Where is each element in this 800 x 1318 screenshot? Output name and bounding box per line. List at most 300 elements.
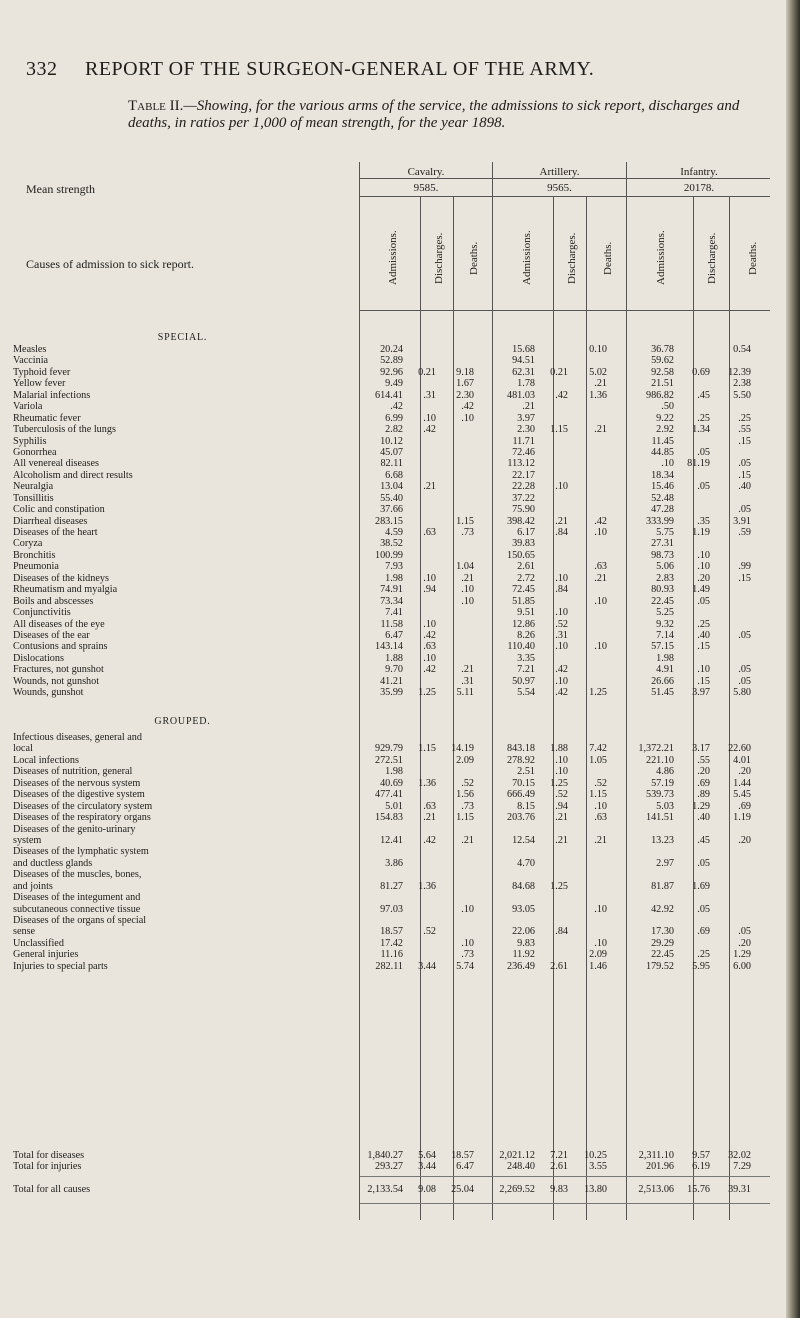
table-cell: 203.76 [506, 812, 535, 824]
table-cell: 22.28 [512, 481, 535, 493]
table-cell: 1.36 [589, 389, 607, 401]
table-row [0, 664, 800, 675]
table-cell: 5.06 [656, 561, 674, 573]
row-label: Coryza [13, 538, 43, 550]
table-cell: 614.41 [374, 389, 403, 401]
table-cell [439, 892, 477, 903]
table-cell [439, 926, 477, 937]
table-cell: 1.15 [456, 515, 474, 527]
table-cell [538, 447, 571, 458]
table-cell: 2.09 [589, 949, 607, 961]
table-cell: 843.18 [506, 743, 535, 755]
row-label: Tonsillitis [13, 492, 54, 504]
table-cell [538, 436, 571, 447]
table-row [0, 550, 800, 561]
table-cell: 1,840.27 [367, 1150, 403, 1161]
table-cell: 6.47 [456, 1161, 474, 1173]
table-cell: .42 [461, 401, 474, 413]
table-cell: 74.91 [380, 584, 403, 596]
table-cell [477, 824, 538, 835]
table-cell: 236.49 [506, 960, 535, 972]
table-cell: .55 [738, 424, 751, 436]
table-cell [677, 355, 713, 366]
table-row [0, 789, 800, 800]
table-cell [538, 470, 571, 481]
table-cell: 37.22 [512, 492, 535, 504]
row-label: Diseases of the nervous system [13, 777, 141, 789]
strength-infantry: 20178. [683, 182, 715, 194]
table-cell [439, 447, 477, 458]
table-cell: .10 [594, 595, 607, 607]
special-section-title: SPECIAL. [157, 332, 208, 343]
table-cell: .10 [555, 481, 568, 493]
table-cell: 80.93 [651, 584, 674, 596]
table-cell: 5.02 [589, 366, 607, 378]
table-cell [406, 789, 439, 800]
table-cell: 1.69 [692, 880, 710, 892]
table-cell [477, 732, 538, 743]
table-cell: .40 [697, 629, 710, 641]
table-cell [677, 436, 713, 447]
row-label: Boils and abscesses [13, 595, 94, 607]
table-cell: 92.58 [651, 366, 674, 378]
table-cell [538, 378, 571, 389]
table-cell: .10 [461, 937, 474, 949]
table-row [0, 344, 800, 355]
table-cell: 7.21 [517, 664, 535, 676]
rule [360, 1203, 770, 1204]
table-cell: .05 [738, 675, 751, 687]
table-cell: .25 [697, 412, 710, 424]
table-cell: 481.03 [506, 389, 535, 401]
sub-discharges: Discharges. [706, 232, 718, 284]
table-cell [345, 915, 406, 926]
table-cell: 62.31 [512, 366, 535, 378]
table-cell: 12.41 [380, 834, 403, 846]
table-cell: 1.15 [418, 743, 436, 755]
table-row [0, 743, 800, 754]
row-label: General injuries [13, 949, 79, 961]
table-cell: 248.40 [506, 1161, 535, 1173]
table-cell [677, 938, 713, 949]
table-cell: 398.42 [506, 515, 535, 527]
row-label: Diseases of the respiratory organs [13, 812, 151, 824]
table-cell [713, 619, 754, 630]
table-cell: .21 [461, 834, 474, 846]
table-cell: 7.41 [385, 607, 403, 619]
table-cell [571, 538, 610, 549]
table-cell [406, 607, 439, 618]
table-cell: .10 [661, 458, 674, 470]
table-cell [406, 755, 439, 766]
row-label: sense [13, 926, 36, 938]
table-row [0, 470, 800, 481]
table-cell: .50 [661, 401, 674, 413]
table-cell: 9.57 [692, 1150, 710, 1161]
table-cell [345, 869, 406, 880]
table-cell: 0.54 [733, 344, 751, 355]
sub-discharges: Discharges. [566, 232, 578, 284]
row-label: Total for diseases [13, 1150, 85, 1161]
row-label: Diseases of the genito-urinary [13, 823, 136, 835]
table-row [0, 824, 800, 835]
table-cell [406, 504, 439, 515]
table-cell: .21 [522, 401, 535, 413]
table-cell: .05 [697, 446, 710, 458]
table-cell [571, 858, 610, 869]
sub-discharges: Discharges. [433, 232, 445, 284]
table-row [0, 516, 800, 527]
table-cell [439, 858, 477, 869]
table-cell: 7.21 [550, 1150, 568, 1161]
table-cell: 11.45 [651, 435, 674, 447]
row-label: Tuberculosis of the lungs [13, 424, 116, 436]
table-cell: 47.28 [651, 504, 674, 516]
sub-deaths: Deaths. [602, 241, 614, 275]
row-label: Yellow fever [13, 378, 66, 390]
table-cell [538, 344, 571, 355]
table-cell: 2,133.54 [367, 1184, 403, 1195]
table-cell [439, 881, 477, 892]
table-cell: 3.44 [418, 960, 436, 972]
table-cell: 20.24 [380, 344, 403, 355]
table-cell [713, 869, 754, 880]
table-cell [538, 493, 571, 504]
table-cell: .10 [555, 607, 568, 619]
table-cell: .73 [461, 949, 474, 961]
table-cell: 2.72 [517, 572, 535, 584]
table-cell [571, 504, 610, 515]
table-cell: 143.14 [374, 641, 403, 653]
table-cell: 15.76 [687, 1184, 710, 1195]
table-row [0, 869, 800, 880]
table-cell: .55 [697, 754, 710, 766]
table-cell: .10 [555, 675, 568, 687]
table-cell: .10 [461, 595, 474, 607]
table-cell: 92.96 [380, 366, 403, 378]
row-label: Diseases of the digestive system [13, 789, 145, 801]
table-cell: 22.60 [728, 743, 751, 755]
table-cell: .25 [738, 412, 751, 424]
row-label: Bronchitis [13, 549, 56, 561]
table-cell: 51.45 [651, 687, 674, 699]
table-cell: 2.30 [517, 424, 535, 436]
table-cell: .20 [738, 766, 751, 778]
table-cell: 9.32 [656, 618, 674, 630]
table-cell: 1.15 [456, 812, 474, 824]
sub-deaths: Deaths. [468, 241, 480, 275]
row-label: Diseases of the lymphatic system [13, 846, 149, 858]
table-cell: 9.49 [385, 378, 403, 390]
table-cell: .21 [555, 515, 568, 527]
row-label: local [13, 743, 33, 755]
table-row [0, 766, 800, 777]
table-cell [439, 470, 477, 481]
table-cell [406, 869, 439, 880]
table-cell: .10 [594, 527, 607, 538]
table-row [0, 584, 800, 595]
table-cell: 2.92 [656, 424, 674, 436]
table-cell [677, 401, 713, 412]
table-row [0, 630, 800, 641]
table-cell [439, 550, 477, 561]
special-rows [0, 344, 800, 699]
table-cell: .15 [697, 641, 710, 653]
table-cell: .21 [423, 812, 436, 824]
table-cell: .15 [738, 435, 751, 447]
table-cell: 150.65 [506, 549, 535, 561]
table-cell: 110.40 [507, 641, 535, 653]
table-cell [677, 846, 713, 857]
table-cell: 0.21 [550, 366, 568, 378]
table-cell: 52.48 [651, 492, 674, 504]
table-row [0, 801, 800, 812]
table-cell: 5.25 [656, 607, 674, 619]
table-row [0, 858, 800, 869]
table-cell: 3.55 [589, 1161, 607, 1173]
table-cell: 2.09 [456, 754, 474, 766]
table-cell: .21 [555, 834, 568, 846]
table-row [0, 481, 800, 492]
row-label: Total for injuries [13, 1161, 82, 1173]
table-cell [713, 355, 754, 366]
table-cell [406, 355, 439, 366]
table-row [0, 846, 800, 857]
table-cell: 14.19 [451, 743, 474, 755]
table-cell: .73 [461, 527, 474, 538]
table-cell [713, 641, 754, 652]
table-cell: .45 [697, 389, 710, 401]
table-cell [571, 824, 610, 835]
table-row [0, 926, 800, 937]
table-cell: .52 [423, 926, 436, 938]
table-cell [406, 949, 439, 960]
table-cell [538, 550, 571, 561]
table-row [0, 596, 800, 607]
table-cell [571, 447, 610, 458]
table-cell: 22.45 [651, 595, 674, 607]
table-cell [406, 732, 439, 743]
all-causes-row [0, 1184, 800, 1195]
sub-admissions: Admissions. [387, 230, 399, 286]
table-cell: 2.61 [517, 561, 535, 573]
table-cell: 1.29 [692, 800, 710, 812]
table-row [0, 904, 800, 915]
table-cell [538, 653, 571, 664]
table-cell: 6.68 [385, 469, 403, 481]
table-cell: .10 [697, 549, 710, 561]
table-cell: 57.19 [651, 777, 674, 789]
table-cell [345, 892, 406, 903]
causes-label: Causes of admission to sick report. [26, 257, 194, 271]
table-cell: 4.59 [385, 527, 403, 538]
table-cell [538, 504, 571, 515]
row-label: All venereal diseases [13, 458, 99, 470]
table-cell: .05 [697, 595, 710, 607]
table-cell: 73.34 [380, 595, 403, 607]
table-cell [713, 732, 754, 743]
table-cell: 293.27 [374, 1161, 403, 1173]
table-cell [538, 458, 571, 469]
table-cell [713, 858, 754, 869]
table-cell: 2.82 [385, 424, 403, 436]
table-cell [406, 458, 439, 469]
table-cell [345, 732, 406, 743]
table-cell [571, 401, 610, 412]
table-cell: 2.83 [656, 572, 674, 584]
table-row [0, 881, 800, 892]
table-cell: 7.93 [385, 561, 403, 573]
table-cell: 9.18 [456, 366, 474, 378]
table-cell: 41.21 [380, 675, 403, 687]
table-cell: 1.98 [385, 572, 403, 584]
rule [360, 310, 770, 311]
table-cell: .21 [461, 664, 474, 676]
table-cell: .69 [697, 777, 710, 789]
table-cell [610, 915, 677, 926]
table-cell [571, 619, 610, 630]
strength-artillery: 9565. [547, 182, 572, 194]
table-cell [406, 938, 439, 949]
table-cell: 8.26 [517, 629, 535, 641]
table-cell: 44.85 [651, 446, 674, 458]
table-cell [713, 584, 754, 595]
table-cell [571, 584, 610, 595]
table-cell [439, 732, 477, 743]
table-cell: 272.51 [374, 754, 403, 766]
table-cell [406, 470, 439, 481]
table-cell [713, 447, 754, 458]
row-label: Gonorrhea [13, 446, 57, 458]
table-cell: .15 [738, 572, 751, 584]
table-cell [538, 904, 571, 915]
table-cell [677, 869, 713, 880]
table-cell: 929.79 [374, 743, 403, 755]
table-cell: 1.25 [418, 687, 436, 699]
row-label: Infectious diseases, general and [13, 732, 142, 743]
table-cell [406, 858, 439, 869]
table-cell [538, 938, 571, 949]
table-cell [439, 424, 477, 435]
table-cell: 9.22 [656, 412, 674, 424]
table-cell [477, 915, 538, 926]
table-cell [677, 915, 713, 926]
row-label: Diseases of the kidneys [13, 572, 109, 584]
table-cell: 52.89 [380, 355, 403, 367]
table-cell [713, 538, 754, 549]
table-cell: 2.97 [656, 857, 674, 869]
table-cell: 0.69 [692, 366, 710, 378]
table-cell: .52 [555, 618, 568, 630]
table-cell: .42 [594, 515, 607, 527]
table-cell: .42 [555, 664, 568, 676]
table-cell [439, 481, 477, 492]
table-cell [406, 401, 439, 412]
table-cell: .40 [697, 812, 710, 824]
table-cell: 94.51 [512, 355, 535, 367]
table-cell [439, 504, 477, 515]
group-artillery: Artillery. [539, 166, 580, 178]
table-cell [677, 344, 713, 355]
table-cell [439, 619, 477, 630]
table-cell [677, 653, 713, 664]
table-cell: .05 [738, 664, 751, 676]
table-cell [439, 653, 477, 664]
table-cell: 5.01 [385, 800, 403, 812]
table-cell: .63 [423, 800, 436, 812]
sub-admissions: Admissions. [655, 230, 667, 286]
table-cell: 18.57 [380, 926, 403, 938]
table-cell [713, 915, 754, 926]
table-cell: 6.47 [385, 629, 403, 641]
table-cell: .05 [697, 857, 710, 869]
row-label: Neuralgia [13, 481, 54, 493]
table-cell [571, 732, 610, 743]
table-cell [538, 949, 571, 960]
table-cell: 4.86 [656, 766, 674, 778]
table-cell [406, 676, 439, 687]
row-label: Diseases of nutrition, general [13, 766, 133, 778]
page-binding-edge [786, 0, 800, 1318]
table-cell: 11.16 [380, 949, 403, 961]
table-row [0, 812, 800, 823]
row-label: Local infections [13, 754, 79, 766]
table-cell: .42 [423, 834, 436, 846]
table-cell: 6.00 [733, 960, 751, 972]
table-row [0, 504, 800, 515]
table-row [0, 458, 800, 469]
table-cell [538, 561, 571, 572]
table-cell [345, 824, 406, 835]
table-cell [439, 344, 477, 355]
table-cell [571, 915, 610, 926]
table-cell [439, 641, 477, 652]
table-cell: .10 [423, 652, 436, 664]
table-cell: 1.25 [550, 777, 568, 789]
table-cell: 8.15 [517, 800, 535, 812]
table-cell [345, 846, 406, 857]
row-label: Diseases of the integument and [13, 892, 141, 904]
table-cell: 2.51 [517, 766, 535, 778]
table-cell: .99 [738, 561, 751, 573]
total-rows [0, 1150, 800, 1173]
table-cell: .05 [697, 481, 710, 493]
table-cell: .59 [738, 527, 751, 538]
table-cell: 1.05 [589, 754, 607, 766]
table-cell: 6.19 [692, 1161, 710, 1173]
table-row [0, 676, 800, 687]
row-label: Rheumatic fever [13, 412, 81, 424]
table-cell: 82.11 [380, 458, 403, 470]
table-cell: 141.51 [645, 812, 674, 824]
table-cell: 1.78 [517, 378, 535, 390]
table-cell [713, 881, 754, 892]
table-cell [538, 869, 571, 880]
table-cell: 27.31 [651, 538, 674, 550]
table-cell [713, 550, 754, 561]
table-cell: .10 [461, 584, 474, 596]
table-row [0, 619, 800, 630]
table-cell [538, 413, 571, 424]
table-cell [439, 538, 477, 549]
table-cell: 55.40 [380, 492, 403, 504]
row-label: Vaccinia [13, 355, 49, 367]
table-cell: 5.11 [456, 687, 474, 699]
table-cell: 1.29 [733, 949, 751, 961]
table-cell: .15 [697, 675, 710, 687]
table-cell: 13.80 [584, 1184, 607, 1195]
table-cell: 1.88 [550, 743, 568, 755]
